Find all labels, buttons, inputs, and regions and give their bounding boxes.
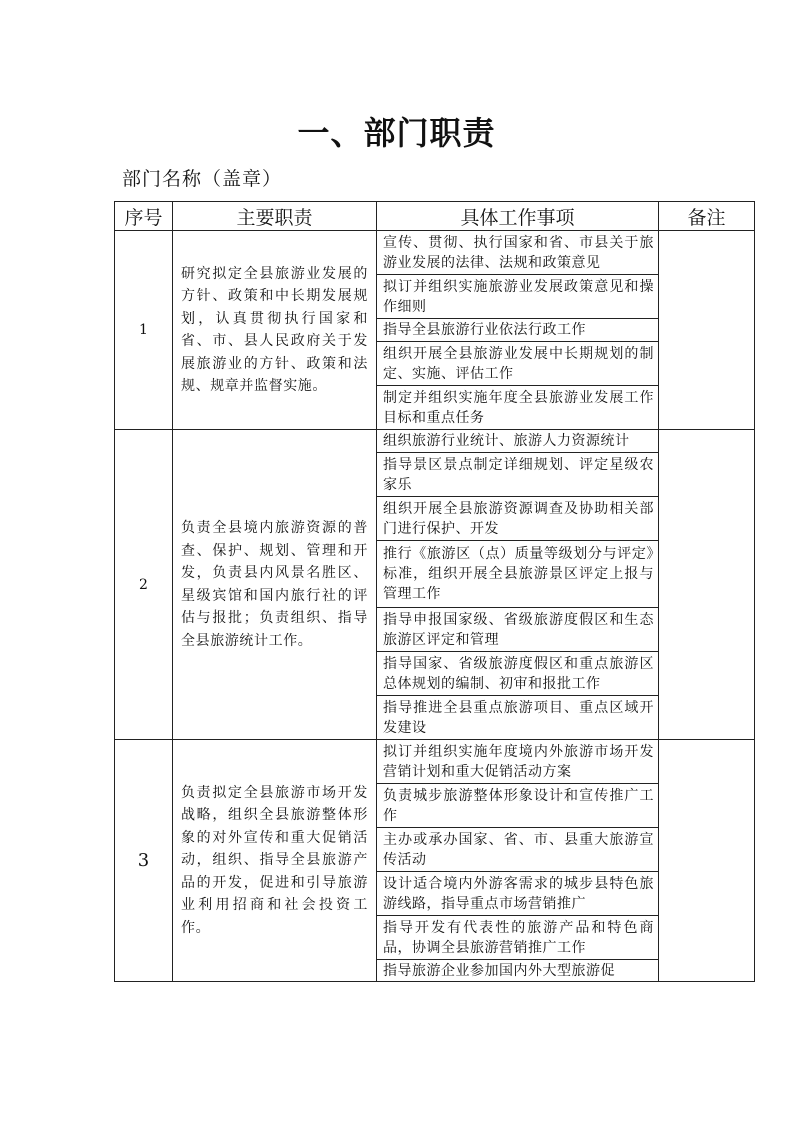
work-item: 指导开发有代表性的旅游产品和特色商品，协调全县旅游营销推广工作 bbox=[377, 916, 659, 960]
work-item: 组织旅游行业统计、旅游人力资源统计 bbox=[377, 430, 659, 453]
work-item: 拟订并组织实施旅游业发展政策意见和操作细则 bbox=[377, 275, 659, 319]
table-row bbox=[115, 740, 755, 784]
row-number: 1 bbox=[115, 231, 173, 430]
work-item: 主办或承办国家、省、市、县重大旅游宣传活动 bbox=[377, 828, 659, 872]
work-item: 拟订并组织实施年度境内外旅游市场开发营销计划和重大促销活动方案 bbox=[377, 740, 659, 784]
duties-table bbox=[114, 201, 755, 982]
note-cell bbox=[659, 740, 755, 982]
header-note: 备注 bbox=[659, 202, 755, 231]
row-number: 2 bbox=[115, 430, 173, 740]
work-item: 组织开展全县旅游业发展中长期规划的制定、实施、评估工作 bbox=[377, 342, 659, 386]
table-row bbox=[115, 430, 755, 453]
table-row bbox=[115, 231, 755, 275]
main-duty: 负责拟定全县旅游市场开发战略，组织全县旅游整体形象的对外宣传和重大促销活动，组织、指导全县旅游产品的开发，促进和引导旅游业利用招商和社会投资工作。 bbox=[173, 740, 377, 982]
work-item: 制定并组织实施年度全县旅游业发展工作目标和重点任务 bbox=[377, 386, 659, 430]
page-title: 一、部门职责 bbox=[297, 114, 496, 152]
work-item: 指导全县旅游行业依法行政工作 bbox=[377, 319, 659, 342]
work-item: 指导旅游企业参加国内外大型旅游促 bbox=[383, 962, 615, 979]
work-item: 宣传、贯彻、执行国家和省、市县关于旅游业发展的法律、法规和政策意见 bbox=[377, 231, 659, 275]
header-no: 序号 bbox=[115, 202, 173, 231]
work-item: 组织开展全县旅游资源调查及协助相关部门进行保护、开发 bbox=[377, 497, 659, 541]
work-item: 负责城步旅游整体形象设计和宣传推广工作 bbox=[377, 784, 659, 828]
header-duty: 主要职责 bbox=[173, 202, 377, 231]
note-cell bbox=[659, 231, 755, 430]
row-number: 3 bbox=[115, 740, 173, 982]
note-cell bbox=[659, 430, 755, 740]
work-item: 指导推进全县重点旅游项目、重点区域开发建设 bbox=[377, 696, 659, 740]
main-duty: 负责全县境内旅游资源的普查、保护、规划、管理和开发，负责县内风景名胜区、星级宾馆和国内旅行社的评估与报批；负责组织、指导全县旅游统计工作。 bbox=[173, 430, 377, 740]
work-item: 指导国家、省级旅游度假区和重点旅游区总体规划的编制、初审和报批工作 bbox=[377, 652, 659, 696]
main-duty: 研究拟定全县旅游业发展的方针、政策和中长期发展规划，认真贯彻执行国家和省、市、县人民政府关于发展旅游业的方针、政策和法规、规章并监督实施。 bbox=[173, 231, 377, 430]
table-header-row bbox=[115, 202, 755, 231]
header-items: 具体工作事项 bbox=[377, 202, 659, 231]
department-name-label: 部门名称（盖章） bbox=[122, 168, 283, 190]
work-item: 指导申报国家级、省级旅游度假区和生态旅游区评定和管理 bbox=[377, 608, 659, 652]
work-item: 设计适合境内外游客需求的城步县特色旅游线路，指导重点市场营销推广 bbox=[377, 872, 659, 916]
work-item: 指导景区景点制定详细规划、评定星级农家乐 bbox=[377, 453, 659, 497]
work-item: 推行《旅游区（点）质量等级划分与评定》标准，组织开展全县旅游景区评定上报与管理工作 bbox=[377, 541, 659, 608]
